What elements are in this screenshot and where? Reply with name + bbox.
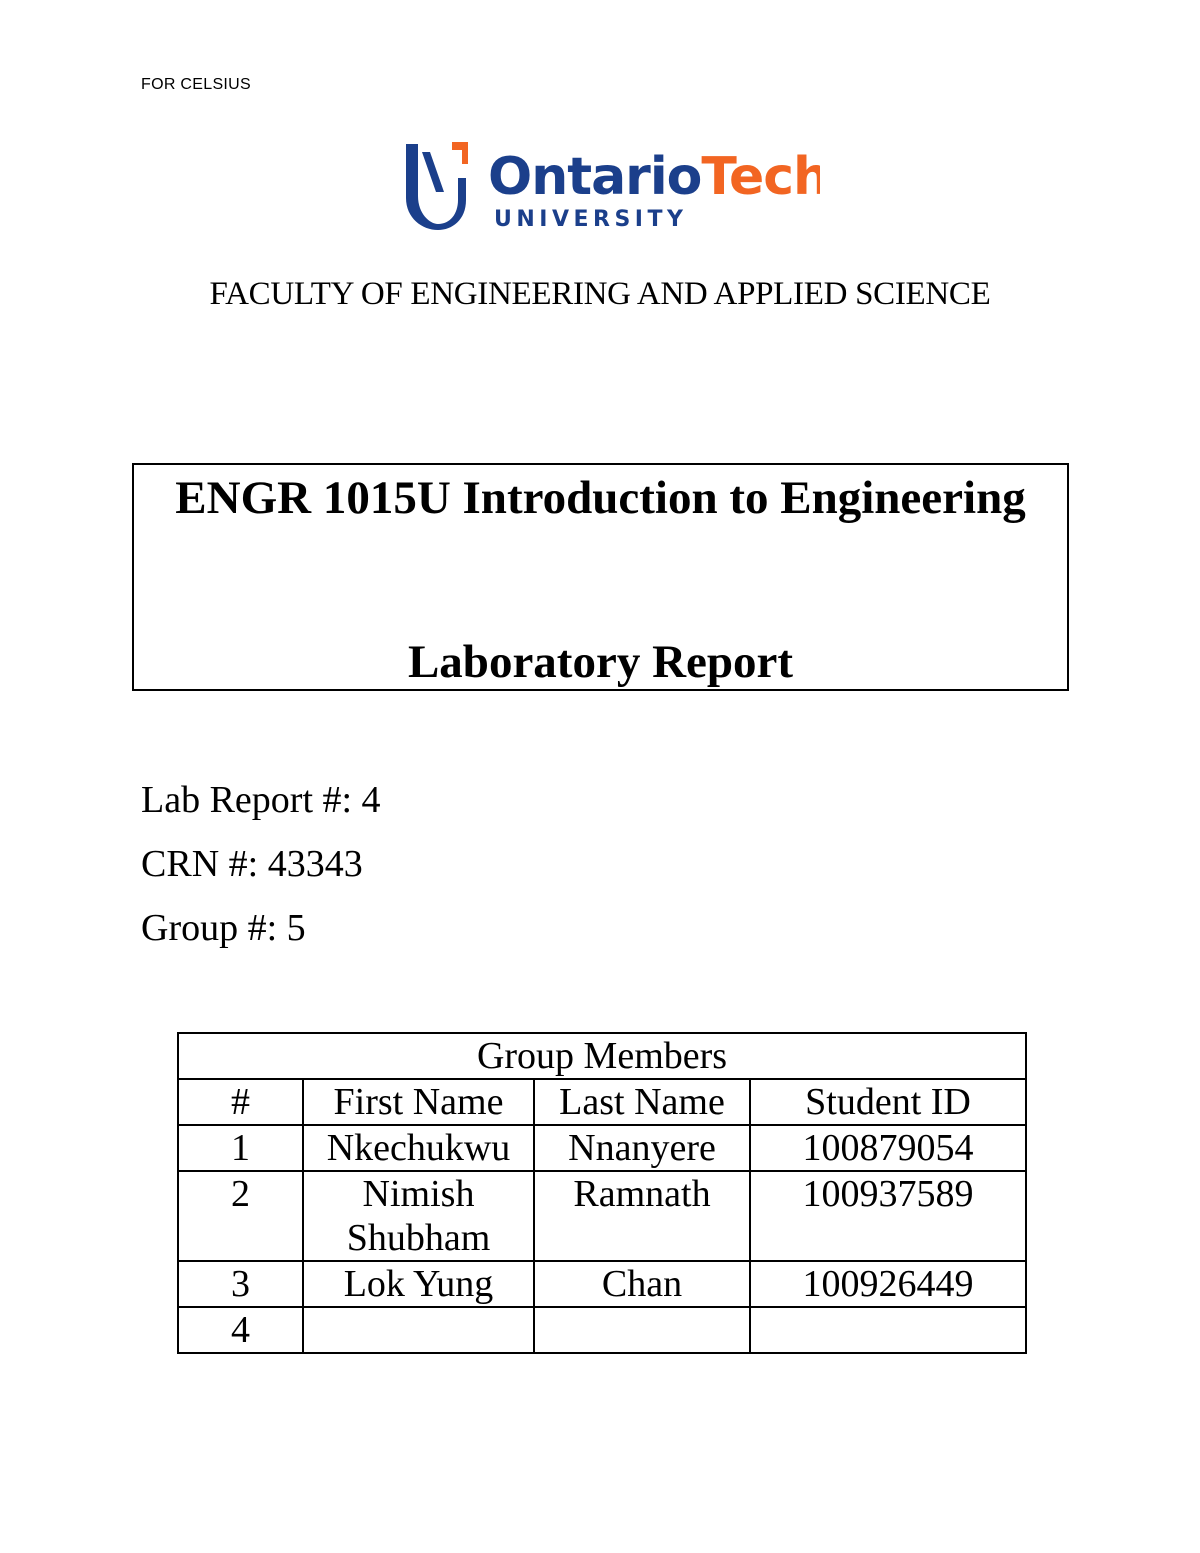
- table-row: [178, 1261, 1026, 1307]
- faculty-heading: FACULTY OF ENGINEERING AND APPLIED SCIENCE: [209, 276, 991, 312]
- header-note: FOR CELSIUS: [141, 76, 251, 93]
- table-header-row: [178, 1079, 1026, 1125]
- logo-word-ontario: Ontario: [488, 147, 702, 207]
- row-number: 1: [178, 1125, 303, 1171]
- header-last-name: Last Name: [534, 1079, 750, 1125]
- table-row: [178, 1307, 1026, 1353]
- report-type: Laboratory Report: [407, 636, 794, 688]
- svg-text:OntarioTech: [488, 147, 820, 207]
- first-name: Nimish Shubham: [303, 1171, 534, 1261]
- group-number: Group #: 5: [141, 907, 306, 949]
- university-shield-icon: [400, 138, 820, 238]
- first-name: Lok Yung: [303, 1261, 534, 1307]
- table-caption: Group Members: [178, 1033, 1026, 1079]
- first-name: [303, 1307, 534, 1353]
- last-name: Ramnath: [534, 1171, 750, 1261]
- first-name: Nkechukwu: [303, 1125, 534, 1171]
- logo-word-tech: Tech: [701, 147, 820, 207]
- lab-report-number: Lab Report #: 4: [141, 779, 381, 821]
- last-name: [534, 1307, 750, 1353]
- table-row: [178, 1171, 1026, 1261]
- header-first-name: First Name: [303, 1079, 534, 1125]
- table-row: [178, 1125, 1026, 1171]
- logo-subtitle: UNIVERSITY: [494, 207, 688, 232]
- header-student-id: Student ID: [750, 1079, 1026, 1125]
- crn-number: CRN #: 43343: [141, 843, 363, 885]
- last-name: Nnanyere: [534, 1125, 750, 1171]
- title-box: [132, 463, 1069, 691]
- student-id: 100926449: [750, 1261, 1026, 1307]
- student-id: 100937589: [750, 1171, 1026, 1261]
- row-number: 3: [178, 1261, 303, 1307]
- row-number: 4: [178, 1307, 303, 1353]
- row-number: 2: [178, 1171, 303, 1261]
- student-id: [750, 1307, 1026, 1353]
- group-members-table: [177, 1032, 1027, 1354]
- ontario-tech-logo: [400, 138, 820, 238]
- course-title: ENGR 1015U Introduction to Engineering: [175, 472, 1026, 524]
- last-name: Chan: [534, 1261, 750, 1307]
- header-number: #: [178, 1079, 303, 1125]
- student-id: 100879054: [750, 1125, 1026, 1171]
